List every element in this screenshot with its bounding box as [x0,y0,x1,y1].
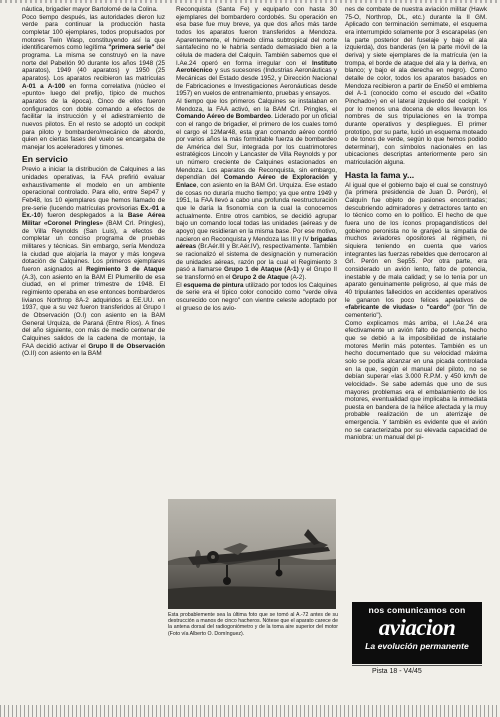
text: (O.II) con asiento en la BAM [22,350,102,358]
bold-text: "cardo" [426,304,450,312]
page-footer: Pista 18 - V4/45 [372,668,422,675]
bold-text: Base Aérea Militar «Coronel Pringles» [22,212,166,228]
aircraft-photo-graphic [168,499,336,609]
text: . Liderado por un oficial con el rango de brigadier, el primero de los cuales tomó el cargo el 12Mar48, esta gran comando aéreo contrló por varios años la más formidable fuerza de bombardeo de América del Sur, integrada por los cuatrimotores estratégicos Lincoln y Lancaster de Villa Reynolds y por un número creciente de Calquines estacionados en Mendoza. Los aparatos de Reconquista, sin embargo, dependían del [176,113,337,182]
paragraph [176,98,337,282]
bold-text: Instituto Aerotécnico [176,59,337,75]
text: (por "fin de cementerio"). [345,304,488,319]
text: (BAM Crl. Pringles), de Villa Reynolds (San Luis), a efectos de completar un conciso programa de pruebas militares y técnicas. Sin embargo, sería Mendoza la ciudad que alojaría la mayor y más longeva dotación de Calquines. Los primeros ejemplares fueron asignados al [22,220,165,273]
text: y el Grupo II se transformó en el [176,266,337,281]
text: y sus sucesores (Industrias Aeronáuticas y Mecánicas del Estado desde 1952, y Dirección Nacional de Fabricaciones e Investigaciones Aeronáuticas desde 1957) en vuelos de entrenamiento, pruebas y ensayos. [176,67,337,98]
text: (A.3), con asiento en la BAM El Plumerillo de esa ciudad, en el primer trimestre de 1948. El regimiento operaba en ese entonces bombarderos livianos Northrop 8A-2 adquiridos a EE.UU. en 1937, que a su vez fueron transferidos al Grupo I de Observación (O.I) con asiento en la BAM General Urquiza, de Paraná (Entre Ríos). A fines del año siguiente, con más de medio centenar de Calquines salidos de la cadena de montaje, la FAA decidió activar el [22,273,165,350]
bold-text: Ex.-01 a Ex.-10 [22,204,165,220]
scan-edge-top [0,0,500,3]
text: Previo a iniciar la distribución de Calquines a las unidades operativas, la FAA prefirió evaluar exhaustivamente el modelo en un ambiente operacional controlado. Para ello, entre Sep47 y Feb48, los 10 ejemplares que hemos llamado de pre-serie (lucendo matrículas provisorias [22,166,165,212]
text: El [176,281,184,289]
column-center [176,6,337,312]
text: (Br.Aér.III y Br.Aér.IV), respectivamente. También se racionalizó el sistema de designación y numeración de unidades aéreas, razón por la cual el Regimiento 3 pasó a llamarse [176,243,337,274]
text: en forma correlativa (núcleo el «punto» luego del prefijo, típico de muchos aparatos de la época). Cinco de ellos fueron configurados con doble comando a efectos de facilitar la instrucción y el adiestramiento de nuevos pilotos. En el resto se adoptó un cockpit para piloto y bombardero/mecánico de abordo, quien en ciertas fases del vuelo se encargaba de manejar los aceleradores y timones. [22,82,165,151]
text: , con asiento en la BAM Grl. Urquiza. Ese estado de cosas no duraría mucho tiempo; ya que entre 1949 y 1951, la FAA llevó a cabo una profunda reestructuración que le daría la fisonomía con la cual la conocemos actualmente. Entre otros cambios, se decidió agrupar bajo un comando local todas las unidades (aéreas y de apoyo) que residieran en la misma base. Por ese motivo, nacieron en Reconquista y Mendoza las III y IV [176,182,337,243]
photo-caption: Esta probablemente sea la última foto que se tomó al A.-72 antes de su destrucción a manos de cinco hacheros. Nótese que el aparato carece de la antena dorsal del radiogoniómetro y de la toma aire superior del motor (Foto vía Alberto O. Domínguez). [168,612,338,637]
text: utilizado por todos los Calquines de serie era el típico color conocido como "verde oliva oscurecido con negro" con vientre celeste adoptado por el grueso de los avio- [176,281,338,312]
paragraph [22,166,165,357]
ad-logo: aviacion [378,615,456,640]
bold-text: «fabricante de viudas» [345,304,417,312]
bold-text: Comando Aéreo de Exploración y Enlace [176,174,337,190]
paragraph [176,6,337,98]
paragraph [22,14,165,152]
paragraph [345,182,487,320]
bold-text: A-01 a A-100 [22,82,66,90]
text: náutica, brigadier mayor Bartolomé de la Colina. [22,6,158,13]
text: ) fueron desplegados a la [40,212,128,220]
text: nes de combate de nuestra aviación militar (Hawk 75-O, Northrop, DL, etc.) durante la II GM. Aplicado con terminación semimate, el esquema era interrumpido solamente por 3 escarapelas (en la parte posterior del fuselaje y bajo el ala izquierda), dos banderas (en la parte móvil de la deriva) y siete ejemplares de la matrícula (en la trompa, el borde de ataque del ala y la deriva, en blanco; y bajo el ala derecha en negro). Como detalle de color, todos los aparatos basados en Mendoza recibieron a partir de Ene50 el emblema del A-1 (conocido como el escudo del «Gatito Pinchado») en el lateral izquierdo del cockpit. Y por lo menos una docena de ellos llevaron los nombres de sus tripulaciones en la trompa durante operativos y despliegues. El primer prototipo, por su parte, lució un esquema moteado o de tonos de verde, según lo que hemos podido determinar), con símbolos nacionales en las ubicaciones descriptas anteriormente pero sin matriculación alguna. [345,6,487,167]
paragraph [345,6,487,167]
text: Al tiempo que los primeros Calquines se instalaban en Mendoza, la FAA activó, en la BAM Crl. Pringles, el [176,97,337,113]
text: Poco tiempo después, las autoridades dieron luz verde para continuar la producción hasta completar 100 ejemplares, todos propulsados por motores Twin Wasp, constituyendo así la que identificaremos como legítima [22,13,165,52]
footer-divider [352,665,482,666]
advertisement [352,602,482,664]
section-heading: Hasta la fama y... [345,169,415,180]
scan-edge-bottom [0,705,500,717]
aircraft-photo [168,499,336,609]
text: Al igual que el gobierno bajo el cual se construyó (la primera presidencia de Juan D. Perón), el Calquín fue objeto de pasiones encontradas; descubriendo admiradores y detractores tanto en lo técnico como en lo político. El hecho de que fuera uno de los íconos propagandísticos del gobierno peronista no le granjeó la simpatía de muchos aviadores opositores al régimen, ni siquiera teniendo en cuenta que varios integrantes las fuerzas rebeldes que derrocaron al Grl. Perón en Sep55. Por otra parte, era considerado un avión lento, falto de potencia, inestable y de mala calidad; y se lo tenía por un aparato genuinamente peligroso, al que más de 40 tripulantes fallecidos en accidentes operativos le ganaron los poco felices apelativos de [345,181,487,304]
paragraph [176,282,337,313]
ad-heading: nos comunicamos con [368,605,466,615]
text: del programa. La misma se construyó en la nave norte del Pabellón 90 durante los años 1948 (25 aparatos), 1949 (40 aparatos) y 1950 (25 aparatos). Los aparatos recibieron las matrículas [22,44,165,82]
bold-text: brigadas aéreas [176,235,337,251]
bold-text: Comando Aéreo de Bombardeo [176,113,271,121]
section-heading: En servicio [22,154,68,165]
bold-text: Grupo II de Observación [88,342,165,350]
paragraph [345,320,487,443]
bold-text: Grupo 2 de Ataque [232,273,289,281]
text: Reconquista (Santa Fe) y equiparlo con hasta 30 ejemplares del bombardero cordobés. Su operación en esa base fue muy breve, ya que dos años más tarde todos los aparatos fueron transferidos a Mendoza. Aparentemente, el húmedo clima subtropical del norte santafecino no le habría sentado demasiado bien a la célula de madera del Calquín. También sabemos que el I.Ae.24 operó en forma irregular con el [176,6,337,67]
bold-text: Regimiento 3 de Ataque [86,266,166,273]
ad-tagline: La evolución permanente [365,641,469,651]
bold-text: Grupo 1 de Ataque (A-1) [224,266,299,274]
column-left [22,6,165,358]
bold-text: "primera serie" [108,44,155,52]
text: o [416,304,427,312]
text: Como explicamos más arriba, el I.Ae.24 era efectivamente un avión falto de potencia, hecho que se debió a la imposibilidad de instalarle motores Merlin más potentes. También es un hecho documentado que su velocidad máxima solo se podía alcanzar en una picada controlada en la que, según el manual del piloto, no se debían superar «las 3.000 R.P.M. y 450 km/h de velocidad». Se sabe además que uno de sus mayores problemas era el embalamiento de los motores, eventualidad que implicaba la inmediata puesta en bandera de la hélice afectada y la muy probable realización de un aterrizaje de emergencia. Y también es evidente que el avión no se caracterizaba por su elevada capacidad de maniobra: un manual del pi- [345,319,487,442]
text: (A-2). [288,273,307,281]
bold-text: esquema de pintura [183,281,244,289]
column-right [345,6,487,442]
paragraph [22,6,165,14]
